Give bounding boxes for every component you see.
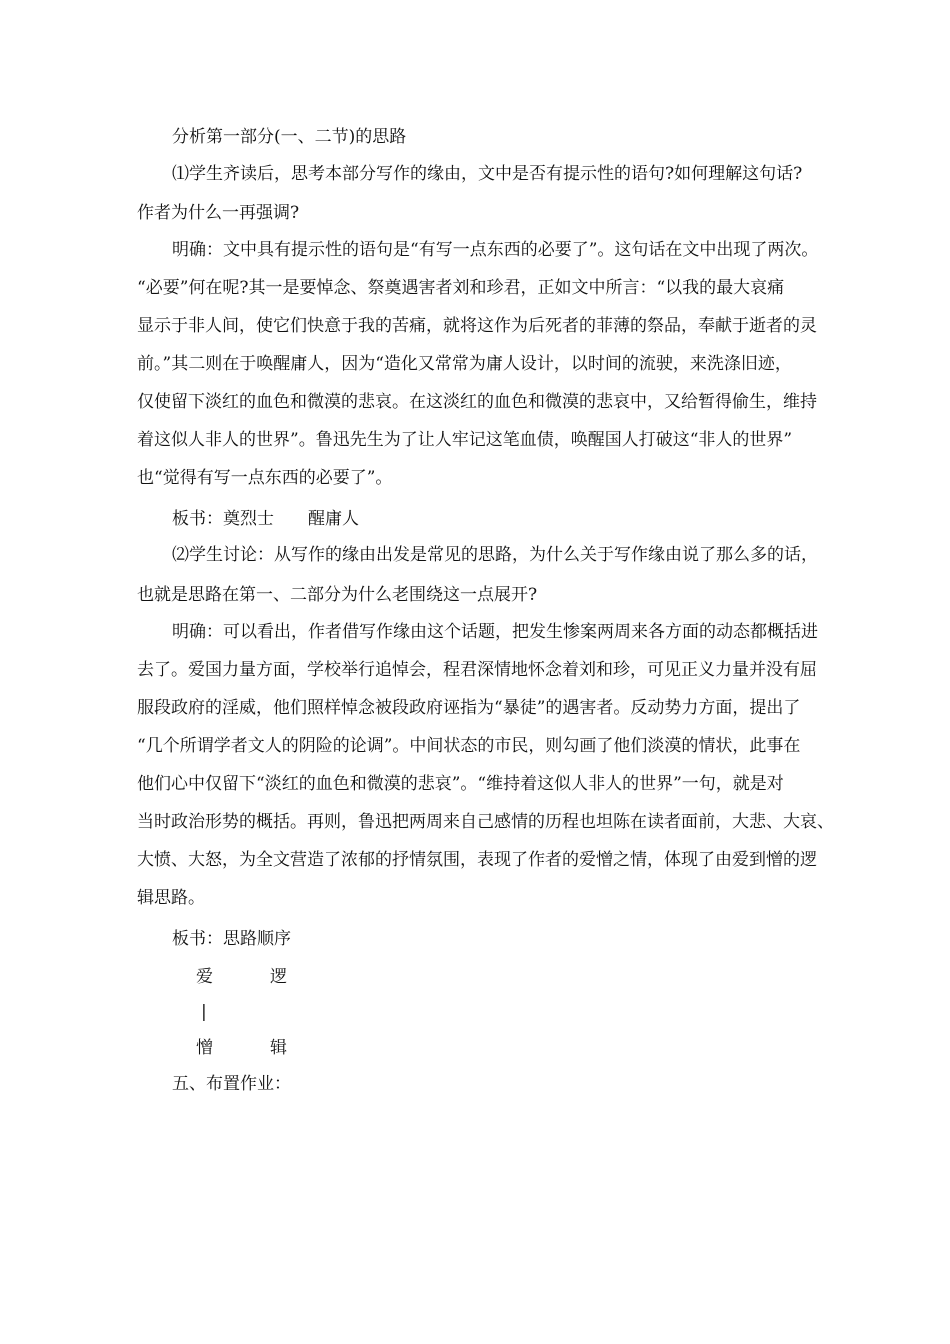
- board-hate: 憎: [196, 1038, 213, 1058]
- answer-1-line: 着这似人非人的世界”。鲁迅先生为了让人牢记这笔血债，唤醒国人打破这“非人的世界”: [137, 430, 793, 450]
- question-1-line: ⑴学生齐读后，思考本部分写作的缘由，文中是否有提示性的语句?如何理解这句话?: [172, 164, 803, 184]
- answer-1-line: 前。”其二则在于唤醒庸人，因为“造化又常常为庸人设计，以时间的流驶，来洗涤旧迹，: [137, 354, 792, 374]
- answer-1-line: “必要”何在呢?其一是要悼念、祭奠遇害者刘和珍君，正如文中所言：“以我的最大哀痛: [137, 278, 785, 298]
- answer-2-line: 辑思路。: [137, 888, 205, 908]
- answer-1-line: 也“觉得有写一点东西的必要了”。: [137, 468, 393, 488]
- board-notes-2-title: 板书：思路顺序: [172, 929, 291, 949]
- board-connector: |: [201, 1002, 207, 1022]
- answer-2-line: 明确：可以看出，作者借写作缘由这个话题，把发生惨案两周来各方面的动态都概括进: [172, 622, 818, 642]
- question-2-line: ⑵学生讨论：从写作的缘由出发是常见的思路，为什么关于写作缘由说了那么多的话，: [172, 545, 818, 565]
- answer-1-line: 仅使留下淡红的血色和微漠的悲哀。在这淡红的血色和微漠的悲哀中，又给暂得偷生，维持: [137, 392, 817, 412]
- board-logic-1: 逻: [270, 967, 287, 987]
- answer-2-line: 服段政府的淫威，他们照样悼念被段政府诬指为“暴徒”的遇害者。反动势力方面，提出了: [137, 698, 801, 718]
- board-logic-2: 辑: [270, 1038, 287, 1058]
- section-5-heading: 五、布置作业：: [172, 1074, 291, 1094]
- answer-1-line: 显示于非人间，使它们快意于我的苦痛，就将这作为后死者的菲薄的祭品，奉献于逝者的灵: [137, 316, 817, 336]
- board-notes-1: 板书：奠烈士 醒庸人: [172, 509, 359, 529]
- answer-2-line: “几个所谓学者文人的阴险的论调”。中间状态的市民，则勾画了他们淡漠的情状，此事在: [137, 736, 801, 756]
- answer-1-line: 明确：文中具有提示性的语句是“有写一点东西的必要了”。这句话在文中出现了两次。: [172, 240, 819, 260]
- answer-2-line: 当时政治形势的概括。再则，鲁迅把两周来自己感情的历程也坦陈在读者面前，大悲、大哀、: [137, 812, 834, 832]
- question-1-line: 作者为什么一再强调?: [137, 203, 300, 223]
- board-love: 爱: [196, 967, 213, 987]
- section-heading: 分析第一部分(一、二节)的思路: [172, 127, 407, 147]
- answer-2-line: 大愤、大怒，为全文营造了浓郁的抒情氛围，表现了作者的爱憎之情，体现了由爱到憎的逻: [137, 850, 817, 870]
- question-2-line: 也就是思路在第一、二部分为什么老围绕这一点展开?: [137, 585, 538, 605]
- answer-2-line: 他们心中仅留下“淡红的血色和微漠的悲哀”。“维持着这似人非人的世界”一句，就是对: [137, 774, 784, 794]
- answer-2-line: 去了。爱国力量方面，学校举行追悼会，程君深情地怀念着刘和珍，可见正义力量并没有屈: [137, 660, 817, 680]
